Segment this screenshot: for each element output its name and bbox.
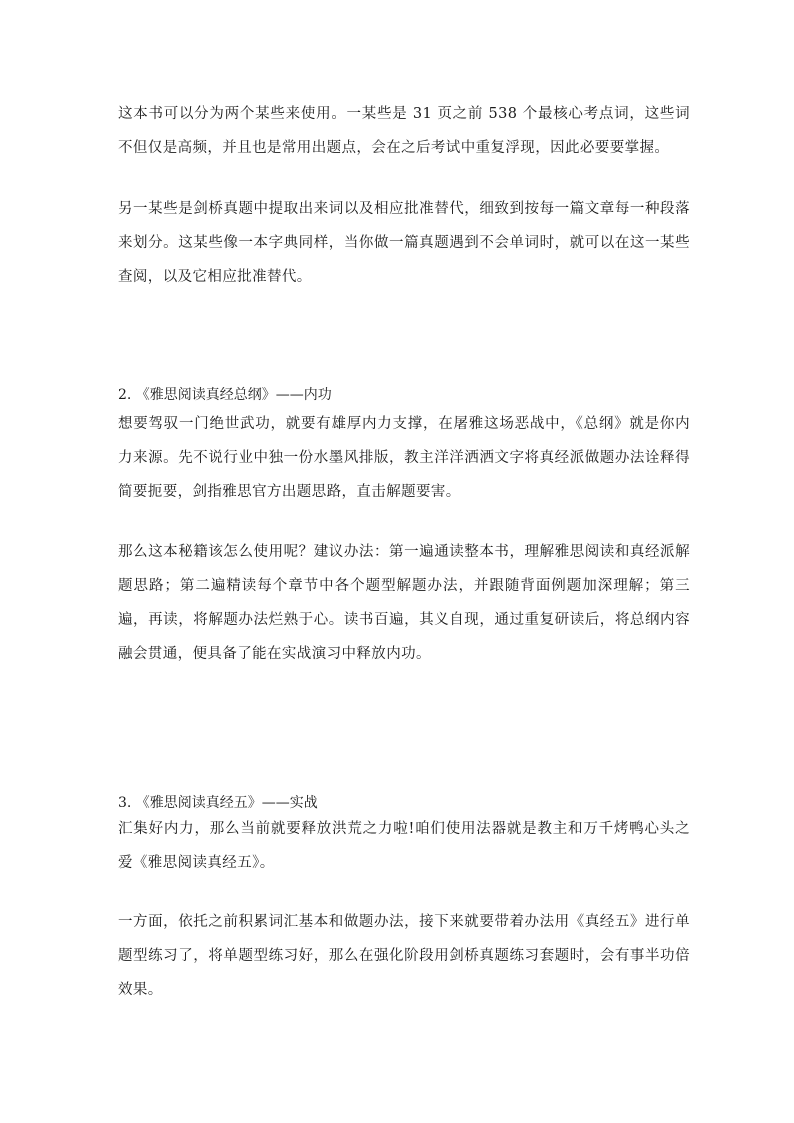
section-heading-3: 3. 《雅思阅读真经五》——实战: [118, 795, 318, 811]
paragraph-outline-intro: 想要驾驭一门绝世武功，就要有雄厚内力支撑，在屠雅这场恶战中，《总纲》就是你内力来源。先不说行业中独一份水墨风排版，教主洋洋洒洒文字将真经派做题办法诠释得简要扼要，剑指雅思官方出题思路，直击解题要害。: [118, 416, 690, 500]
paragraph-vocabulary-part-two: 另一某些是剑桥真题中提取出来词以及相应批准替代，细致到按每一篇文章每一种段落来划分。这某些像一本字典同样，当你做一篇真题遇到不会单词时，就可以在这一某些查阅，以及它相应批准替代。: [118, 201, 690, 285]
section-heading-2: 2. 《雅思阅读真经总纲》——内功: [118, 387, 332, 403]
paragraph-outline-usage: 那么这本秘籍该怎么使用呢？建议办法：第一遍通读整本书，理解雅思阅读和真经派解题思路；第二遍精读每个章节中各个题型解题办法，并跟随背面例题加深理解；第三遍，再读，将解题办法烂熟于心。读书百遍，其义自现，通过重复研读后，将总纲内容融会贯通，便具备了能在实战演习中释放内功。: [118, 544, 690, 662]
paragraph-practice-intro: 汇集好内力，那么当前就要释放洪荒之力啦!咱们使用法器就是教主和万千烤鸭心头之爱《雅思阅读真经五》。: [118, 821, 690, 871]
paragraph-practice-method: 一方面，依托之前积累词汇基本和做题办法，接下来就要带着办法用《真经五》进行单题型练习了，将单题型练习好，那么在强化阶段用剑桥真题练习套题时，会有事半功倍效果。: [118, 914, 690, 998]
paragraph-vocabulary-part-one: 这本书可以分为两个某些来使用。一某些是 31 页之前 538 个最核心考点词，这些词不但仅是高频，并且也是常用出题点，会在之后考试中重复浮现，因此必要要掌握。: [118, 106, 690, 156]
